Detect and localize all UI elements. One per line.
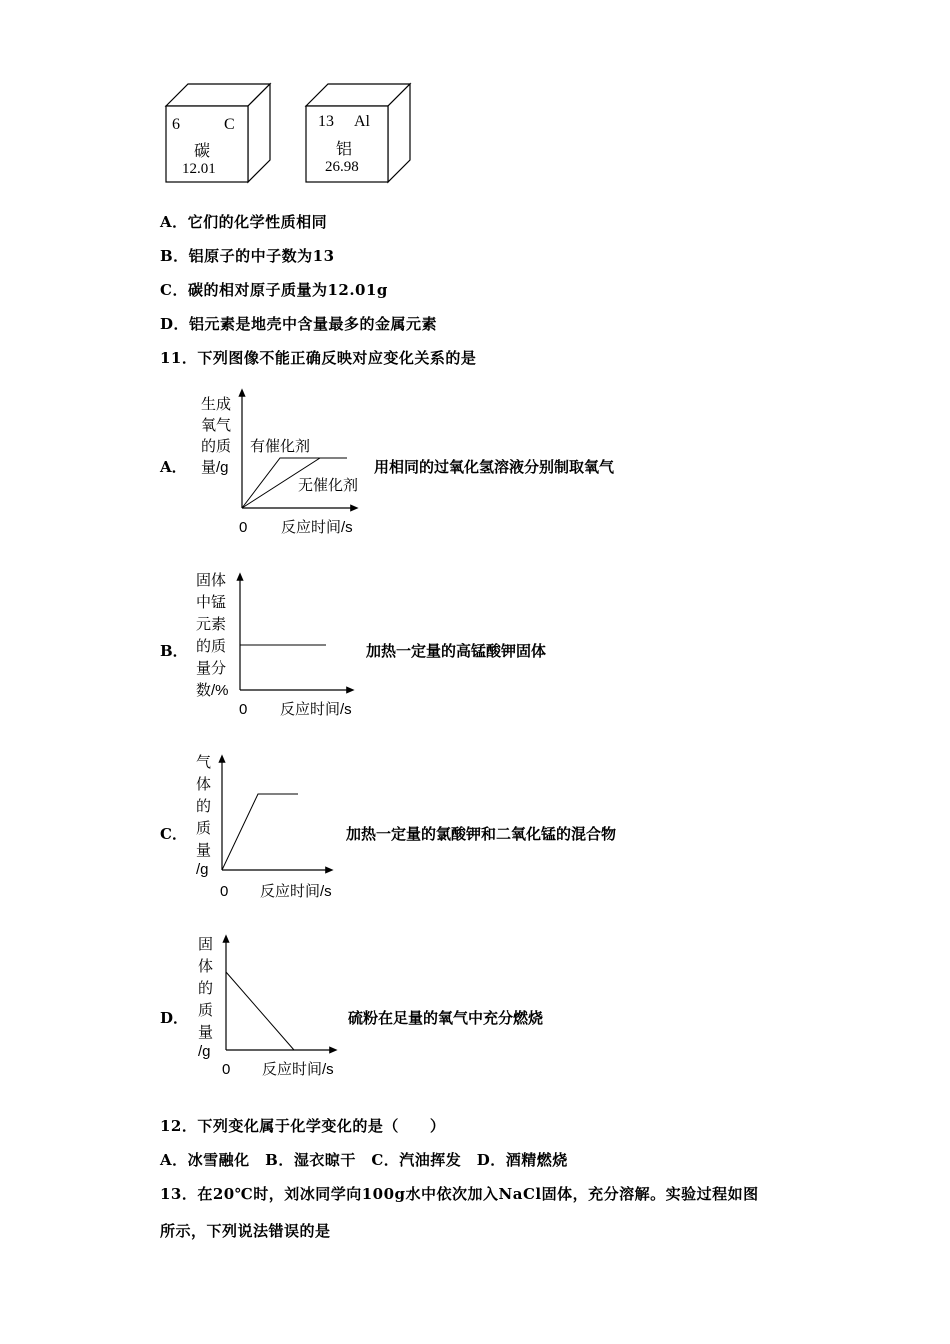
graph-d-origin: 0: [222, 1061, 231, 1078]
graph-c-ylabel-3: 的: [196, 798, 212, 815]
graph-a-origin: 0: [239, 519, 248, 536]
q10-option-c: C．碳的相对原子质量为12.01g: [160, 281, 388, 299]
q11-option-c-label: C．: [160, 825, 187, 843]
graph-b-ylabel-4: 的质: [196, 638, 227, 655]
graph-a-no-catalyst-label: 无催化剂: [298, 477, 359, 494]
q10-option-b: B．铝原子的中子数为13: [160, 247, 335, 265]
graph-a-ylabel-1: 生成: [201, 396, 232, 413]
aluminum-mass: 26.98: [325, 159, 359, 175]
q13-stem-line1: 13．在20℃时，刘冰同学向100g水中依次加入NaCl固体，充分溶解。实验过程如图: [160, 1185, 759, 1203]
graph-c-ylabel-4: 质: [196, 820, 212, 837]
q11-option-a-label: A．: [160, 458, 187, 476]
graph-b-ylabel-3: 元素: [196, 616, 227, 633]
q11-option-c-description: 加热一定量的氯酸钾和二氧化锰的混合物: [346, 825, 617, 843]
graph-b-ylabel-2: 中锰: [196, 594, 227, 611]
q11-option-d-description: 硫粉在足量的氧气中充分燃烧: [348, 1009, 544, 1027]
graph-a-ylabel-4: 量/g: [201, 459, 229, 476]
graph-d-curve: [226, 972, 294, 1050]
q11-graph-c: [192, 748, 352, 906]
carbon-mass: 12.01: [182, 161, 216, 177]
q13-stem-line2: 所示，下列说法错误的是: [160, 1222, 331, 1240]
carbon-name: 碳: [194, 143, 211, 160]
graph-b-ylabel-6: 数/%: [196, 682, 229, 699]
q11-graph-d: [194, 930, 354, 1086]
graph-d-ylabel-4: 质: [198, 1002, 214, 1019]
graph-a-ylabel-2: 氧气: [201, 417, 232, 434]
graph-c-ylabel-2: 体: [196, 776, 212, 793]
graph-c-ylabel-5: 量: [196, 842, 212, 859]
q11-option-d-label: D．: [160, 1009, 189, 1027]
graph-d-ylabel-1: 固: [198, 936, 214, 953]
graph-c-origin: 0: [220, 883, 229, 900]
q12-stem: 12．下列变化属于化学变化的是（ ）: [160, 1117, 446, 1135]
aluminum-name: 铝: [336, 141, 353, 158]
q12-options: A．冰雪融化 B．湿衣晾干 C．汽油挥发 D．酒精燃烧: [160, 1151, 568, 1169]
graph-b-xlabel: 反应时间/s: [280, 701, 352, 718]
graph-d-ylabel-2: 体: [198, 958, 214, 975]
q11-option-b-description: 加热一定量的高锰酸钾固体: [366, 642, 547, 660]
aluminum-atomic-number: 13: [318, 113, 334, 130]
q10-option-a: A．它们的化学性质相同: [160, 213, 328, 231]
graph-b-origin: 0: [239, 701, 248, 718]
graph-d-ylabel-6: /g: [198, 1043, 211, 1060]
aluminum-element-cube: [300, 78, 420, 188]
carbon-atomic-number: 6: [172, 116, 180, 133]
graph-a-xlabel: 反应时间/s: [281, 519, 353, 536]
graph-b-ylabel-5: 量分: [196, 660, 227, 677]
carbon-symbol: C: [224, 116, 235, 133]
graph-d-ylabel-3: 的: [198, 980, 214, 997]
graph-c-curve: [222, 794, 298, 870]
q11-stem: 11．下列图像不能正确反映对应变化关系的是: [160, 349, 477, 367]
graph-c-ylabel-1: 气: [196, 754, 212, 771]
graph-a-catalyst-label: 有催化剂: [250, 438, 311, 455]
graph-c-ylabel-6: /g: [196, 861, 209, 878]
graph-b-ylabel-1: 固体: [196, 572, 227, 589]
graph-c-xlabel: 反应时间/s: [260, 883, 332, 900]
aluminum-symbol: Al: [354, 113, 370, 130]
q11-option-b-label: B．: [160, 642, 188, 660]
q11-option-a-description: 用相同的过氧化氢溶液分别制取氧气: [374, 458, 615, 476]
graph-d-ylabel-5: 量: [198, 1024, 214, 1041]
graph-a-ylabel-3: 的质: [201, 438, 232, 455]
graph-d-xlabel: 反应时间/s: [262, 1061, 334, 1078]
q11-graph-b: [195, 566, 375, 724]
q11-graph-a: [195, 388, 375, 538]
q10-option-d: D．铝元素是地壳中含量最多的金属元素: [160, 315, 438, 333]
